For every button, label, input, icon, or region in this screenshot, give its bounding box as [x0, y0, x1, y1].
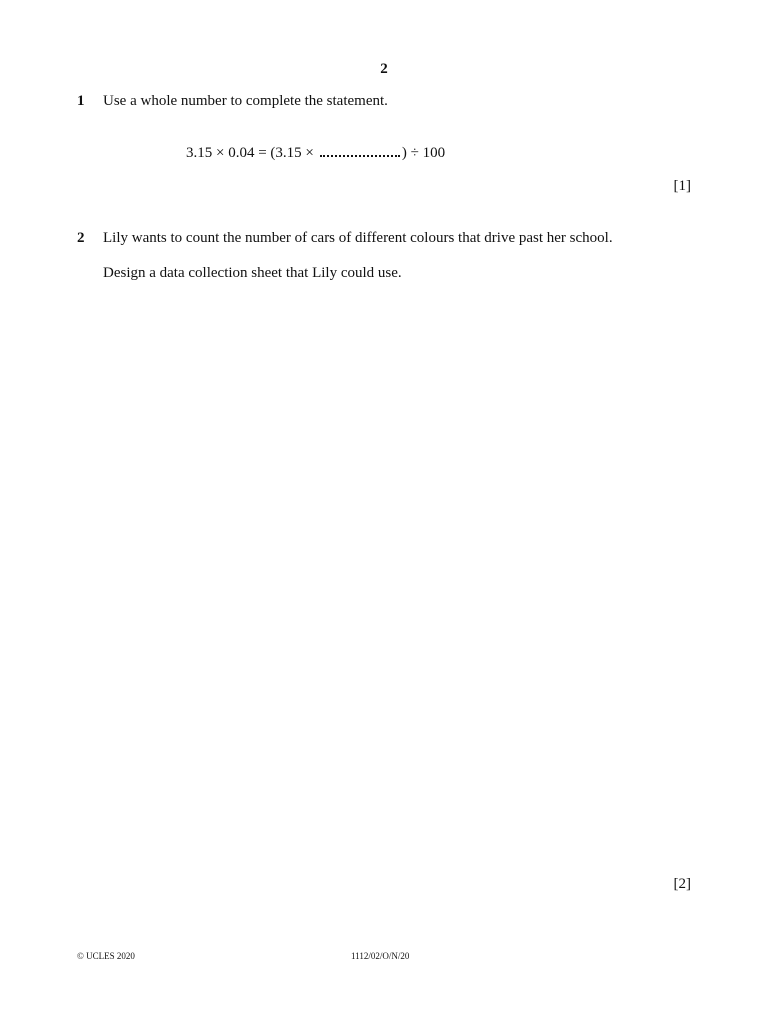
question-1-marks: [1]	[673, 178, 691, 194]
answer-blank[interactable]	[320, 141, 400, 157]
question-2-text: Lily wants to count the number of cars of different colours that drive past her school.	[103, 230, 613, 246]
question-1-number: 1	[77, 93, 85, 109]
question-1-equation	[186, 141, 445, 162]
footer-copyright: © UCLES 2020	[77, 951, 135, 961]
question-1-text: Use a whole number to complete the statement.	[103, 93, 388, 109]
question-2-marks: [2]	[673, 876, 691, 892]
question-2-number: 2	[77, 230, 85, 246]
footer-paper-code: 1112/02/O/N/20	[351, 951, 410, 961]
question-2-instruction: Design a data collection sheet that Lily could use.	[103, 265, 402, 281]
equation-left: 3.15 × 0.04 = (3.15 ×	[186, 145, 314, 161]
page-number: 2	[380, 61, 388, 77]
answer-space[interactable]	[103, 300, 693, 860]
equation-right: ) ÷ 100	[401, 145, 446, 161]
